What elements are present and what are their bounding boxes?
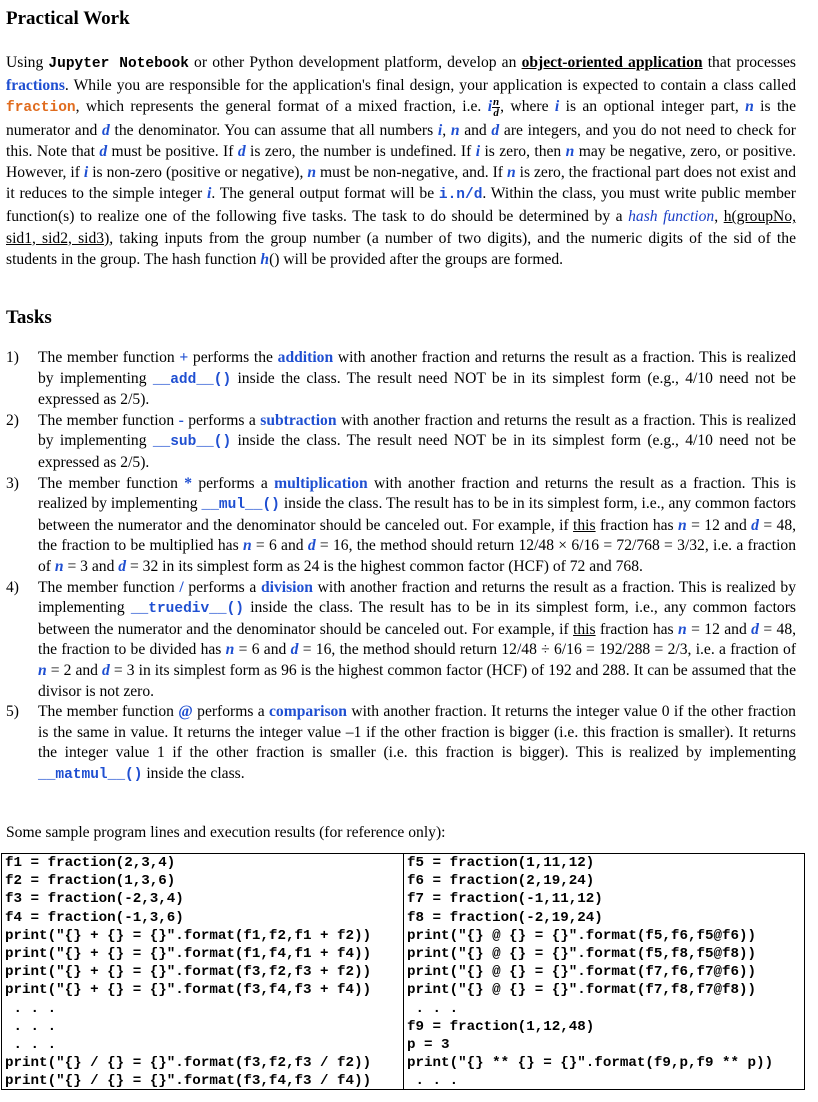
jupyter-term: Jupyter Notebook [48,56,189,72]
intro-paragraph: Using Jupyter Notebook or other Python development platform, develop an object-oriented application that processes fractions. While you are responsible for the application's final design, your application is expected to contain a class called fraction, which represents the general format of a mixed fraction, i.e. i $\frac{n}{d}$ , where i is an optional integer part, n is the numerator and d the denominator. You can assume that all numbers i, n and d are integers, and you do not need to check for this. Note that d must be positive. If d is zero, the number is undefined. If i is zero, then n may be negative, zero, or positive. However, if i is non-zero (positive or negative), n must be non-negative, and. If n is zero, the fractional part does not exist and it reduces to the simple integer i. The general output format will be i.n/d. Within the class, you must write public member function(s) to realize one of the following five tasks. The task to do should be determined by a hash function, h(groupNo, sid1, sid2, sid3), taking inputs from the group number (a number of two digits), and the numeric digits of the sid of the students in the group. The hash function h() will be provided after the groups are formed. [6,54,797,268]
task-item-division: 4) The member function / performs a division with another fraction and returns the result as a fraction. This is realized by implementing __truediv__() inside the class. The result has to be in its simplest form, i.e., any common factors between the numerator and the denominator should be canceled out. For example, if this fraction has n = 12 and d = 48, the fraction to be divided has n = 6 and d = 16, the method should return 12/48 ÷ 6/16 = 192/288 = 2/3, i.e. a fraction of n = 2 and d = 3 in its simplest form as 96 is the highest common factor (HCF) of 192 and 288. It can be assumed that the divisor is not zero. [6,578,797,700]
hash-function-term: hash function [628,208,715,226]
sample-code-table [1,853,805,1090]
code-block-right: f5 = fraction(1,11,12) f6 = fraction(2,19,24) f7 = fraction(-1,11,12) f8 = fraction(-2,19,24) print("{} @ {} = {}".format(f5,f6,f5@f6)) print("{} @ {} = {}".format(f5,f8,f5@f8)) print("{} @ {} = {}".format(f7,f6,f7@f6)) print("{} @ {} = {}".format(f7,f8,f7@f8)) . . . f9 = fraction(1,12,48) p = 3 print("{} ** {} = {}".format(f9,p,f9 ** p)) . . . [407,855,774,1089]
tasks-list [6,348,796,785]
task-item-subtraction: 2) The member function - performs a subtraction with another fraction and returns the result as a fraction. This is realized by implementing __sub__() inside the class. The result need NOT be in its simplest form (e.g., 4/10 need not be expressed as 2/5). [6,411,796,471]
method-truediv: __truediv__() [130,601,244,618]
hash-signature-link[interactable]: h(groupNo, sid1, sid2, sid3) [6,208,797,247]
task-item-addition: 1) The member function + performs the addition with another fraction and returns the result as a fraction. This is realized by implementing __add__() inside the class. The result need NOT be in its simplest form (e.g., 4/10 need not be expressed as 2/5). [6,349,796,409]
code-block-left: f1 = fraction(2,3,4) f2 = fraction(1,3,6) f3 = fraction(-2,3,4) f4 = fraction(-1,3,6) print("{} + {} = {}".format(f1,f2,f1 + f2)) print("{} + {} = {}".format(f1,f4,f1 + f4)) print("{} + {} = {}".format(f3,f2,f3 + f2)) print("{} + {} = {}".format(f3,f4,f3 + f4)) . . . . . . . . . print("{} / {} = {}".format(f3,f2,f3 / f2)) print("{} / {} = {}".format(f3,f4,f3 / f4)) [2,854,404,1089]
fractions-term: fractions [6,77,65,95]
task-item-comparison: 5) The member function @ performs a comparison with another fraction. It returns the integer value 0 if the other fraction is the same in value. It returns the integer value –1 if the other fraction is bigger (i.e. this fraction is smaller). It returns the integer value 1 if the other fraction is smaller (i.e. this fraction is bigger). This is realized by implementing __matmul__() inside the class. [6,703,796,783]
mixed-fraction-formula: $\frac{n}{d}$ [493,96,500,120]
page-title: Practical Work [6,8,130,29]
method-sub: __sub__() [152,434,232,451]
class-name: fraction [6,100,76,117]
ooa-term: object-oriented application [521,54,703,71]
task-item-multiplication: 3) The member function * performs a multiplication with another fraction and returns the result as a fraction. This is realized by implementing __mul__() inside the class. The result has to be in its simplest form, i.e., any common factors between the numerator and the denominator should be canceled out. For example, if this fraction has n = 12 and d = 48, the fraction to be multiplied has n = 6 and d = 16, the method should return 12/48 × 6/16 = 72/768 = 3/32, i.e. a fraction of n = 3 and d = 32 in its simplest form as 24 is the highest common factor (HCF) of 72 and 768. [6,474,797,575]
sample-caption: Some sample program lines and execution results (for reference only): [6,824,446,841]
method-mul: __mul__() [201,497,280,514]
output-format: i.n/d [438,187,483,204]
tasks-heading: Tasks [6,307,52,328]
method-matmul: __matmul__() [38,766,143,783]
method-add: __add__() [152,371,232,388]
